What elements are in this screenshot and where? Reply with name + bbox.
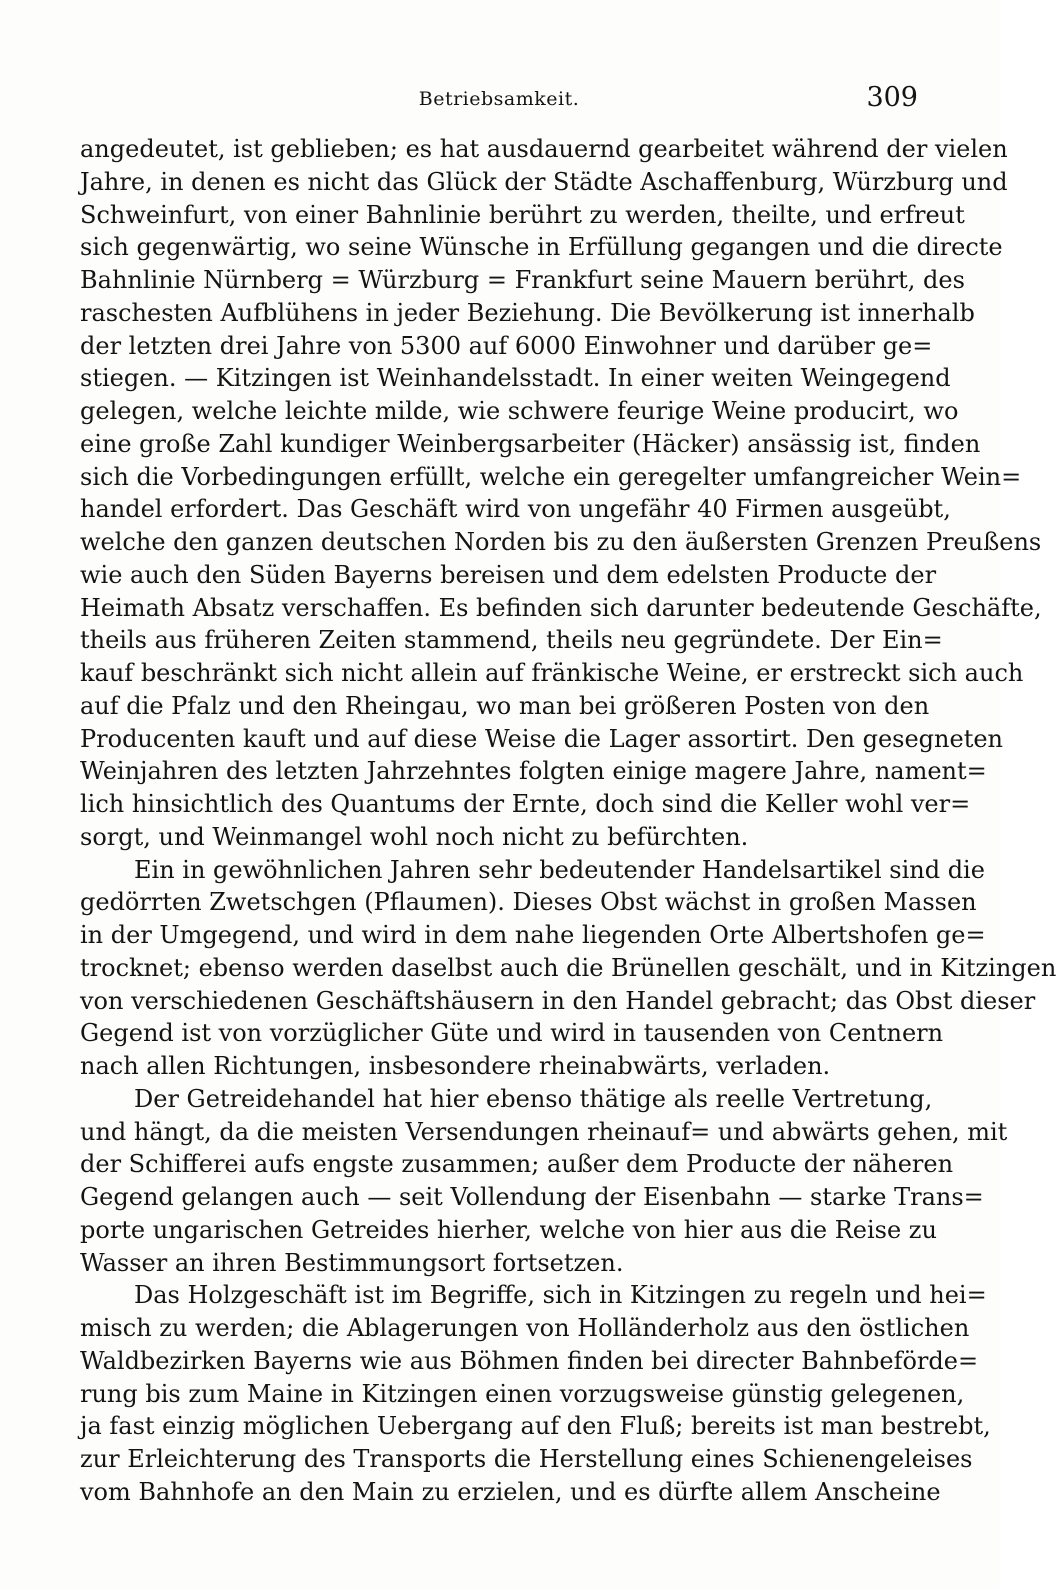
text-line: ja fast einzig möglichen Uebergang auf den Fluß; bereits ist man bestrebt,	[80, 1412, 991, 1441]
text-line: angedeutet, ist geblieben; es hat ausdauernd gearbeitet während der vielen	[80, 135, 1008, 163]
text-line: rung bis zum Maine in Kitzingen einen vorzugsweise günstig gelegenen,	[80, 1379, 965, 1408]
text-line: Gegend ist von vorzüglicher Güte und wird in tausenden von Centnern	[80, 1019, 944, 1048]
paragraph	[80, 1279, 991, 1508]
text-line: kauf beschränkt sich nicht allein auf fränkische Weine, er erstreckt sich auch	[80, 659, 1024, 687]
text-line: Ein in gewöhnlichen Jahren sehr bedeutender Handelsartikel sind die	[134, 855, 985, 884]
text-line: sorgt, und Weinmangel wohl noch nicht zu befürchten.	[80, 822, 749, 851]
text-line: raschesten Aufblühens in jeder Beziehung. Die Bevölkerung ist innerhalb	[80, 298, 975, 327]
text-line: Schweinfurt, von einer Bahnlinie berührt zu werden, theilte, und erfreut	[80, 200, 965, 229]
text-line: handel erfordert. Das Geschäft wird von ungefähr 40 Firmen ausgeübt,	[80, 495, 951, 524]
text-line: misch zu werden; die Ablagerungen von Holländerholz aus den östlichen	[80, 1314, 970, 1342]
text-line: Der Getreidehandel hat hier ebenso thätige als reelle Vertretung,	[134, 1084, 933, 1113]
text-line: Jahre, in denen es nicht das Glück der Städte Aschaffenburg, Würzburg und	[80, 167, 1008, 196]
text-line: Das Holzgeschäft ist im Begriffe, sich in Kitzingen zu regeln und hei=	[134, 1281, 987, 1310]
paragraph	[80, 1083, 1008, 1280]
text-line: der Schifferei aufs engste zusammen; außer dem Producte der näheren	[80, 1150, 954, 1179]
text-line: sich gegenwärtig, wo seine Wünsche in Erfüllung gegangen und die directe	[80, 233, 1003, 262]
text-line: und hängt, da die meisten Versendungen rheinauf= und abwärts gehen, mit	[80, 1117, 1008, 1146]
running-title: Betriebsamkeit.	[418, 88, 580, 110]
text-line: Gegend gelangen auch — seit Vollendung der Eisenbahn — starke Trans=	[80, 1183, 984, 1211]
text-line: auf die Pfalz und den Rheingau, wo man bei größeren Posten von den	[80, 691, 930, 720]
text-line: theils aus früheren Zeiten stammend, theils neu gegründete. Der Ein=	[80, 626, 943, 655]
page-number: 309	[866, 82, 918, 113]
text-line: der letzten drei Jahre von 5300 auf 6000 Einwohner und darüber ge=	[80, 331, 933, 360]
text-line: von verschiedenen Geschäftshäusern in den Handel gebracht; das Obst dieser	[80, 986, 1036, 1015]
body-text	[80, 133, 1056, 1509]
text-line: Weinjahren des letzten Jahrzehntes folgten einige magere Jahre, nament=	[80, 757, 987, 786]
text-line: gelegen, welche leichte milde, wie schwere feurige Weine producirt, wo	[80, 397, 959, 425]
text-line: lich hinsichtlich des Quantums der Ernte, doch sind die Keller wohl ver=	[80, 790, 971, 818]
text-line: stiegen. — Kitzingen ist Weinhandelsstadt. In einer weiten Weingegend	[80, 364, 951, 393]
text-line: Wasser an ihren Bestimmungsort fortsetzen.	[80, 1248, 624, 1277]
text-line: in der Umgegend, und wird in dem nahe liegenden Orte Albertshofen ge=	[80, 921, 986, 949]
paragraph	[80, 854, 1056, 1083]
text-line: trocknet; ebenso werden daselbst auch die Brünellen geschält, und in Kitzingen	[80, 953, 1056, 982]
text-line: Waldbezirken Bayerns wie aus Böhmen finden bei directer Bahnbeförde=	[80, 1346, 979, 1375]
text-line: porte ungarischen Getreides hierher, welche von hier aus die Reise zu	[80, 1215, 937, 1244]
text-line: vom Bahnhofe an den Main zu erzielen, und es dürfte allem Anscheine	[80, 1477, 941, 1506]
text-line: wie auch den Süden Bayerns bereisen und dem edelsten Producte der	[80, 560, 937, 589]
text-line: welche den ganzen deutschen Norden bis zu den äußersten Grenzen Preußens	[80, 528, 1042, 556]
text-line: sich die Vorbedingungen erfüllt, welche ein geregelter umfangreicher Wein=	[80, 462, 1022, 491]
paragraph	[80, 133, 1042, 854]
running-header	[80, 82, 918, 116]
text-line: eine große Zahl kundiger Weinbergsarbeiter (Häcker) ansässig ist, finden	[80, 429, 981, 458]
text-line: gedörrten Zwetschgen (Pflaumen). Dieses Obst wächst in großen Massen	[80, 888, 977, 917]
text-line: Heimath Absatz verschaffen. Es befinden sich darunter bedeutende Geschäfte,	[80, 593, 1042, 622]
text-line: Producenten kauft und auf diese Weise die Lager assortirt. Den gesegneten	[80, 724, 1003, 753]
text-line: nach allen Richtungen, insbesondere rheinabwärts, verladen.	[80, 1052, 831, 1080]
text-line: zur Erleichterung des Transports die Herstellung eines Schienengeleises	[80, 1445, 973, 1473]
text-line: Bahnlinie Nürnberg = Würzburg = Frankfurt seine Mauern berührt, des	[80, 266, 965, 294]
